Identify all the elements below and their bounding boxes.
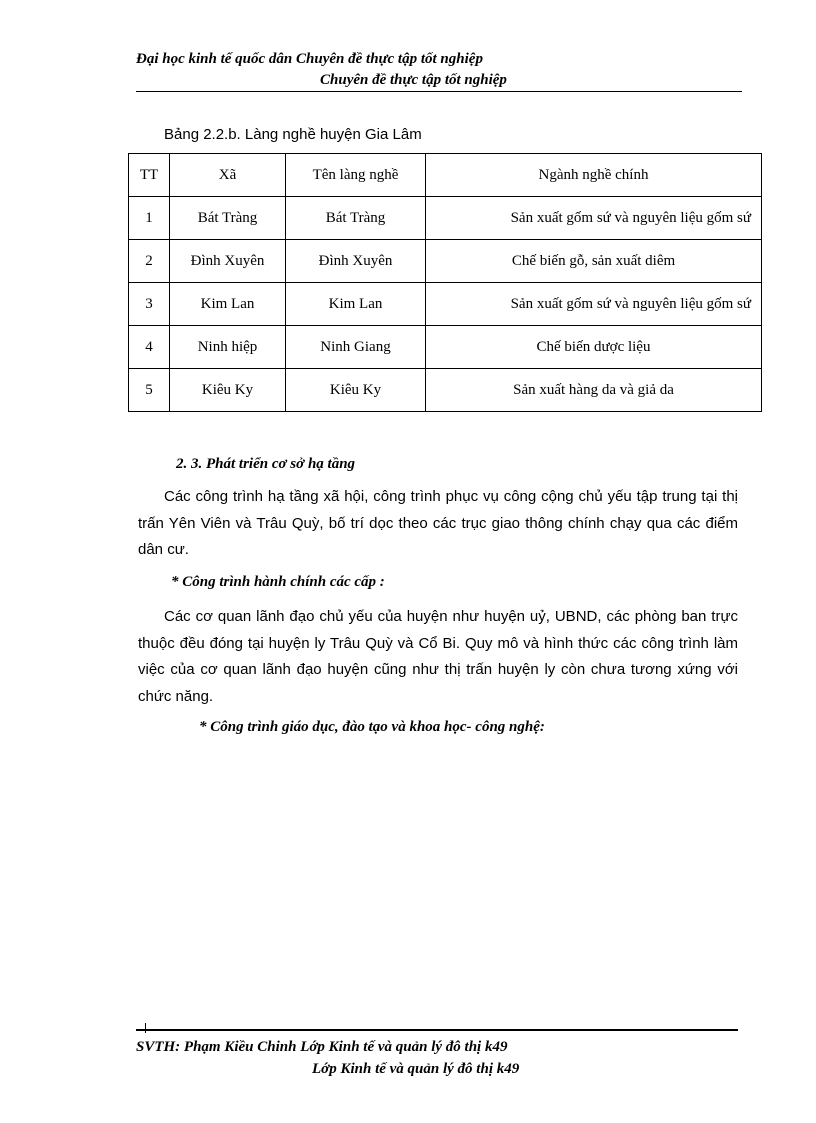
cell-tt: 5 bbox=[129, 369, 170, 412]
footer-line-2: Lớp Kinh tế và quản lý đô thị k49 bbox=[312, 1061, 520, 1077]
page-footer bbox=[136, 1036, 742, 1080]
footer-tick bbox=[145, 1023, 146, 1033]
paragraph-administrative: Các cơ quan lãnh đạo chủ yếu của huyện như huyện uỷ, UBND, các phòng ban trực thuộc đều đóng tại huyện ly Trâu Quỳ và Cổ Bi. Quy mô và hình thức các công trình làm việc của cơ quan lãnh đạo huyện cũng như thị trấn huyện ly còn chưa tương xứng với chức năng. bbox=[138, 608, 738, 705]
column-header-xa: Xã bbox=[170, 154, 286, 197]
subheading-education: * Công trình giáo dục, đào tạo và khoa học- công nghệ: bbox=[199, 719, 545, 735]
header-line-2: Chuyên đề thực tập tốt nghiệp bbox=[320, 72, 507, 88]
column-header-ten-lang-nghe: Tên làng nghề bbox=[286, 154, 426, 197]
cell-tt: 4 bbox=[129, 326, 170, 369]
table-row bbox=[129, 240, 762, 283]
footer-rule bbox=[136, 1029, 738, 1031]
cell-nganh-nghe: Chế biến dược liệu bbox=[426, 326, 762, 369]
cell-nganh-nghe: Sản xuất gốm sứ và nguyên liệu gốm sứ bbox=[426, 197, 762, 240]
craft-villages-table bbox=[128, 153, 762, 412]
header-rule bbox=[136, 91, 742, 92]
header-line-1: Đại học kinh tế quốc dân Chuyên đề thực tập tốt nghiệp bbox=[136, 51, 483, 67]
cell-xa: Ninh hiệp bbox=[170, 326, 286, 369]
subheading-administrative: * Công trình hành chính các cấp : bbox=[171, 574, 385, 590]
cell-nganh-nghe: Chế biến gỗ, sản xuất diêm bbox=[426, 240, 762, 283]
cell-tt: 2 bbox=[129, 240, 170, 283]
table-row bbox=[129, 197, 762, 240]
cell-tt: 1 bbox=[129, 197, 170, 240]
column-header-nganh-nghe-chinh: Ngành nghề chính bbox=[426, 154, 762, 197]
cell-nganh-nghe: Sản xuất gốm sứ và nguyên liệu gốm sứ bbox=[426, 283, 762, 326]
cell-tt: 3 bbox=[129, 283, 170, 326]
paragraph-infrastructure: Các công trình hạ tầng xã hội, công trình phục vụ công cộng chủ yếu tập trung tại thị trấn Yên Viên và Trâu Quỳ, bố trí dọc theo các trục giao thông chính chạy qua các điểm dân cư. bbox=[138, 488, 738, 558]
page-header bbox=[136, 49, 742, 91]
cell-xa: Đình Xuyên bbox=[170, 240, 286, 283]
cell-ten-lang-nghe: Ninh Giang bbox=[286, 326, 426, 369]
cell-xa: Kim Lan bbox=[170, 283, 286, 326]
table-row bbox=[129, 326, 762, 369]
table-row bbox=[129, 283, 762, 326]
cell-ten-lang-nghe: Kim Lan bbox=[286, 283, 426, 326]
cell-nganh-nghe: Sản xuất hàng da và giả da bbox=[426, 369, 762, 412]
cell-ten-lang-nghe: Đình Xuyên bbox=[286, 240, 426, 283]
section-heading: 2. 3. Phát triển cơ sở hạ tầng bbox=[176, 456, 356, 472]
cell-ten-lang-nghe: Bát Tràng bbox=[286, 197, 426, 240]
cell-xa: Kiêu Ky bbox=[170, 369, 286, 412]
table-row bbox=[129, 369, 762, 412]
column-header-tt: TT bbox=[129, 154, 170, 197]
cell-xa: Bát Tràng bbox=[170, 197, 286, 240]
cell-ten-lang-nghe: Kiêu Ky bbox=[286, 369, 426, 412]
table-caption: Bảng 2.2.b. Làng nghề huyện Gia Lâm bbox=[164, 126, 422, 143]
table-header-row bbox=[129, 154, 762, 197]
footer-line-1: SVTH: Phạm Kiều Chinh Lớp Kinh tế và quản lý đô thị k49 bbox=[136, 1039, 508, 1055]
